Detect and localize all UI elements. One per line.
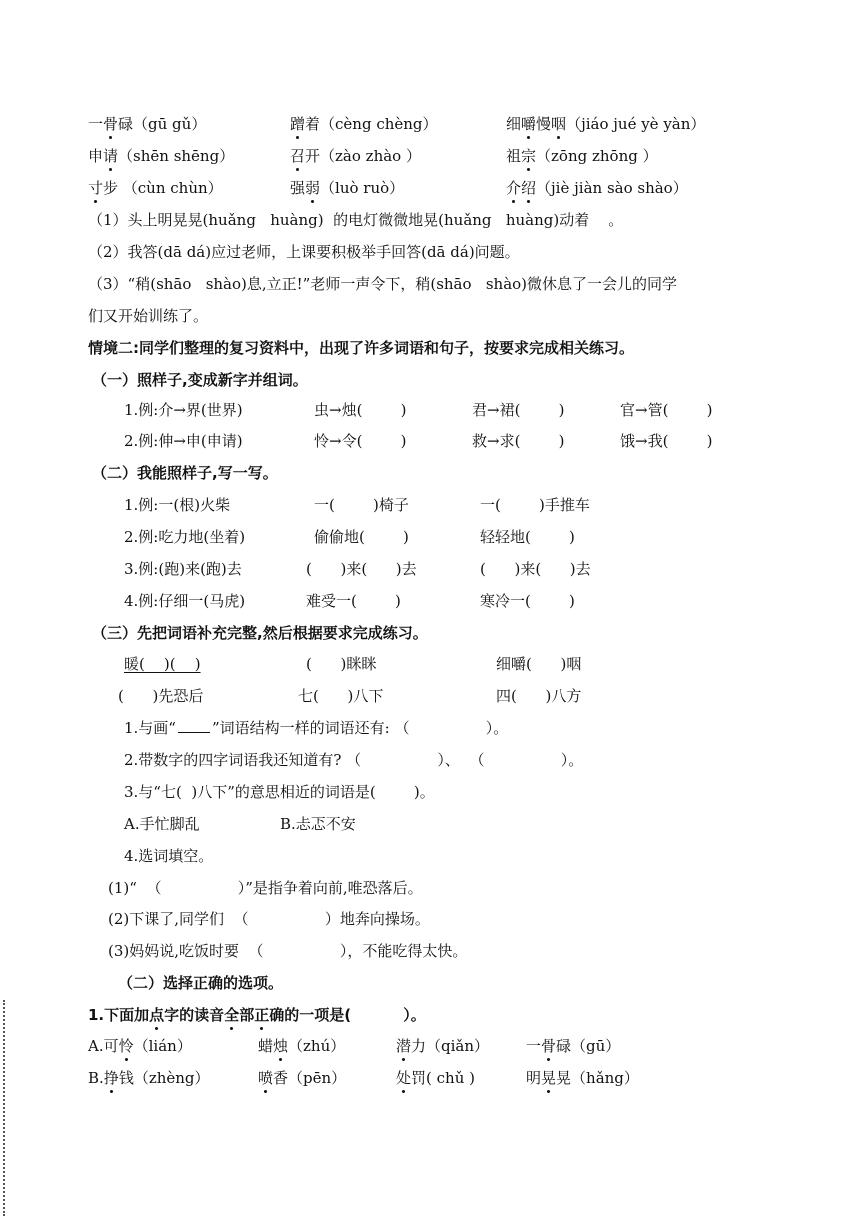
part2-row3-item2: ( )来( )去 xyxy=(480,560,591,578)
part3-fill-3: (3)妈妈说,吃饭时要 （ ），不能吃得太快。 xyxy=(108,942,468,960)
part1-row1-example: 1.例:介→界(世界) xyxy=(124,401,243,419)
part1-row1-item2: 君→裙( ) xyxy=(472,401,565,419)
underline-blank xyxy=(178,718,210,733)
part3-option-b: B.忐忑不安 xyxy=(280,815,356,833)
part3-word-2: ( )眯眯 xyxy=(306,655,377,673)
pinyin-row-1-col-2: 蹭着（cèng chèng） xyxy=(290,115,438,133)
part2-row1-item2: 一( )手推车 xyxy=(480,496,590,514)
pinyin-row-1-col-1: 一骨碌（gū gǔ） xyxy=(88,115,207,133)
binding-margin-line xyxy=(3,1000,5,1216)
part3-q4: 4.选词填空。 xyxy=(124,847,214,865)
part3-q1: 1.与画“ ”词语结构一样的词语还有: （ ）。 xyxy=(124,719,509,737)
part2-row4-example: 4.例:仔细一(马虎) xyxy=(124,592,246,610)
pinyin-row-3-col-3: 介绍（jiè jiàn sào shào） xyxy=(506,179,688,197)
part3-option-a: A.手忙脚乱 xyxy=(124,815,200,833)
choice-a-2: 蜡烛（zhú） xyxy=(258,1037,346,1055)
pinyin-row-3-col-2: 强弱（luò ruò） xyxy=(290,179,405,197)
sentence-1: （1）头上明晃晃(huǎng huàng) 的电灯微微地晃(huǎng huàng)动着 。 xyxy=(88,211,624,229)
choice-question-1: 1.下面加点字的读音全部正确的一项是( ）。 xyxy=(88,1006,426,1024)
part1-row1-item3: 官→管( ) xyxy=(620,401,713,419)
choice-a-4: 一骨碌（gū） xyxy=(526,1037,621,1055)
part3-heading: （三）先把词语补充完整,然后根据要求完成练习。 xyxy=(92,624,428,642)
pinyin-row-1-col-3: 细嚼慢咽（jiáo jué yè yàn） xyxy=(506,115,706,133)
part3-word-6: 四( )八方 xyxy=(496,687,582,705)
part3-word-1: 暖( )( ) xyxy=(124,655,201,673)
part3-word-4: ( )先恐后 xyxy=(118,687,204,705)
part2-row3-item1: ( )来( )去 xyxy=(306,560,417,578)
choice-b-1: B.挣钱（zhèng） xyxy=(88,1069,210,1087)
part2-heading: （二）我能照样子,写一写。 xyxy=(92,464,278,482)
part3-word-5: 七( )八下 xyxy=(298,687,384,705)
part2-row4-item2: 寒冷一( ) xyxy=(480,592,575,610)
choice-heading: （二）选择正确的选项。 xyxy=(118,974,284,992)
part3-fill-1: (1)“ （ ）”是指争着向前,唯恐落后。 xyxy=(108,879,423,897)
choice-b-2: 喷香（pēn） xyxy=(258,1069,347,1087)
part2-row1-example: 1.例:一(根)火柴 xyxy=(124,496,231,514)
part1-row2-example: 2.例:伸→申(申请) xyxy=(124,432,243,450)
pinyin-row-3-col-1: 寸步 （cùn chùn） xyxy=(88,179,223,197)
part1-row1-item1: 虫→烛( ) xyxy=(314,401,407,419)
part3-word-3: 细嚼( )咽 xyxy=(496,655,582,673)
part1-heading: （一）照样子,变成新字并组词。 xyxy=(92,371,308,389)
part3-q2: 2.带数字的四字词语我还知道有? （ ）、 （ ）。 xyxy=(124,751,584,769)
choice-b-3: 处罚( chǔ ) xyxy=(396,1069,475,1087)
part3-q3: 3.与“七( )八下”的意思相近的词语是( )。 xyxy=(124,783,435,801)
part1-row2-item2: 救→求( ) xyxy=(472,432,565,450)
situation2-heading: 情境二:同学们整理的复习资料中，出现了许多词语和句子，按要求完成相关练习。 xyxy=(88,339,635,357)
part2-row2-item1: 偷偷地( ) xyxy=(314,528,409,546)
pinyin-row-2-col-2: 召开（zào zhào ） xyxy=(290,147,421,165)
part1-row2-item3: 饿→我( ) xyxy=(620,432,713,450)
part3-fill-2: (2)下课了,同学们 （ ）地奔向操场。 xyxy=(108,910,430,928)
part1-row2-item1: 怜→令( ) xyxy=(314,432,407,450)
choice-a-1: A.可怜（lián） xyxy=(88,1037,192,1055)
choice-b-4: 明晃晃（hǎng） xyxy=(526,1069,639,1087)
sentence-3: （3）“稍(shāo shào)息,立正!”老师一声令下，稍(shāo shào)微休息了一会儿的同学 xyxy=(88,275,678,293)
pinyin-row-2-col-1: 申请（shēn shēng） xyxy=(88,147,235,165)
part2-row2-example: 2.例:吃力地(坐着) xyxy=(124,528,246,546)
pinyin-row-2-col-3: 祖宗（zōng zhōng ） xyxy=(506,147,658,165)
part2-row2-item2: 轻轻地( ) xyxy=(480,528,575,546)
choice-a-3: 潜力（qiǎn） xyxy=(396,1037,490,1055)
sentence-2: （2）我答(dā dá)应过老师，上课要积极举手回答(dā dá)问题。 xyxy=(88,243,520,261)
sentence-3-cont: 们又开始训练了。 xyxy=(88,307,209,325)
part2-row1-item1: 一( )椅子 xyxy=(314,496,409,514)
part2-row4-item1: 难受一( ) xyxy=(306,592,401,610)
part2-row3-example: 3.例:(跑)来(跑)去 xyxy=(124,560,242,578)
